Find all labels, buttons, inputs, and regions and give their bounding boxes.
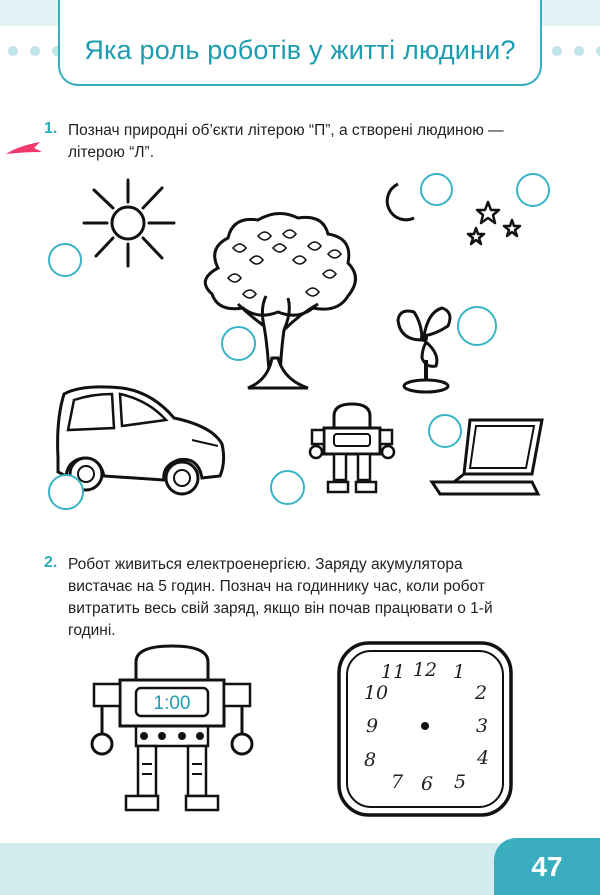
task-2-line-1: Робот живиться електроенергією. Заряду акумулятора [68, 556, 463, 573]
sun-icon [80, 178, 180, 268]
task-1-line-2: літерою “Л”. [68, 144, 155, 161]
tree-icon [188, 208, 368, 392]
clock-number-1: 1 [452, 661, 466, 683]
clock-number-9: 9 [365, 715, 379, 737]
clock-number-4: 4 [476, 747, 490, 769]
answer-circle-sun[interactable] [48, 243, 82, 277]
answer-circle-robot[interactable] [270, 470, 305, 505]
answer-circle-moon[interactable] [420, 173, 453, 206]
page-number: 47 [494, 838, 600, 895]
clock-number-2: 2 [474, 682, 488, 704]
answer-circle-car[interactable] [48, 474, 84, 510]
clock-number-3: 3 [475, 715, 489, 737]
pointer-arrow-icon [4, 140, 44, 162]
task-2-number: 2. [44, 554, 58, 571]
task-2-line-4: годині. [68, 622, 116, 639]
big-robot-icon [86, 640, 266, 818]
fan-icon [392, 300, 462, 396]
clock-number-5: 5 [453, 771, 467, 793]
clock-number-7: 7 [390, 771, 404, 793]
task-1-number: 1. [44, 120, 58, 137]
task-1-line-1: Познач природні об’єкти літерою “П”, а створені людиною — [68, 122, 504, 139]
answer-circle-tree[interactable] [221, 326, 256, 361]
task-2-line-3: витратить весь свій заряд, якщо він почав працювати о 1-й [68, 600, 493, 617]
robot-icon [304, 402, 400, 498]
task-2-line-2: вистачає на 5 годин. Познач на годиннику час, коли робот [68, 578, 485, 595]
page-title: Яка роль роботів у житті людини? [84, 35, 516, 65]
decorative-dots-left [8, 46, 62, 56]
clock-number-11: 11 [380, 661, 406, 683]
answer-circle-fan[interactable] [457, 306, 497, 346]
answer-circle-laptop[interactable] [428, 414, 462, 448]
clock-number-8: 8 [363, 749, 377, 771]
answer-circle-stars[interactable] [516, 173, 550, 207]
clock-face[interactable] [336, 640, 514, 818]
clock-number-12: 12 [412, 659, 438, 681]
title-box [58, 0, 542, 86]
clock-number-10: 10 [363, 682, 389, 704]
decorative-dots-right [552, 46, 600, 56]
clock-number-6: 6 [420, 773, 434, 795]
robot-display-time: 1:00 [153, 693, 191, 714]
